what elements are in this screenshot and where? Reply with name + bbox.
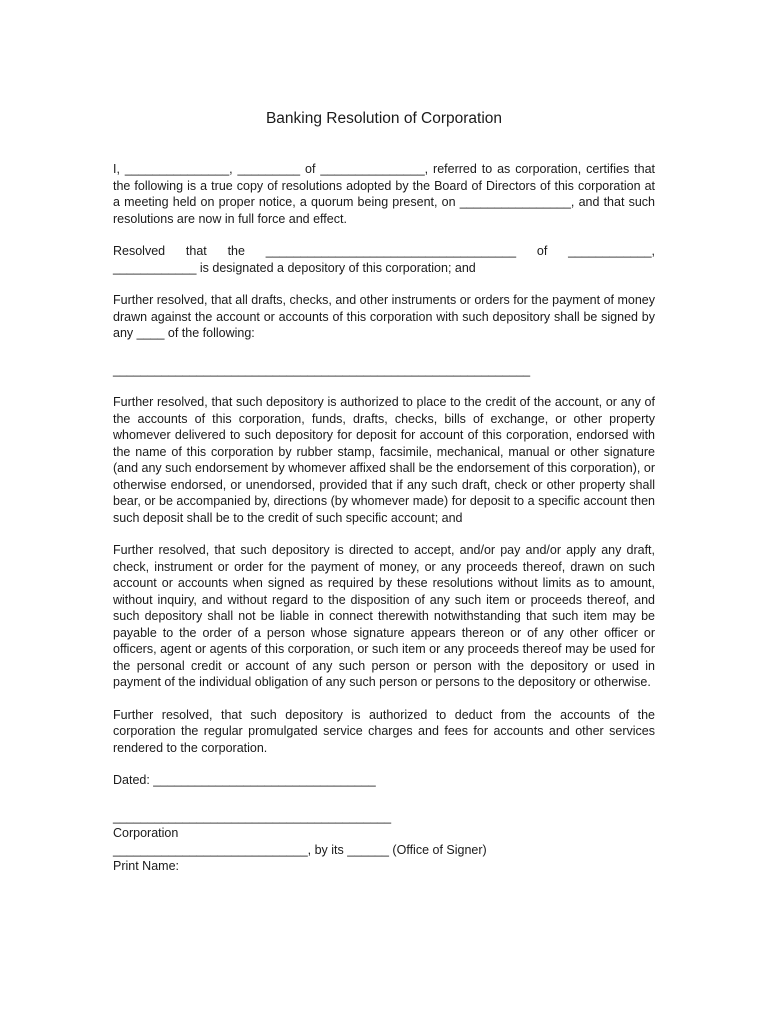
- document-page: [113, 108, 655, 875]
- depository-resolution-paragraph: Resolved that the ____________________________________ of ____________, ____________ is designated a depository of this corporation; and: [113, 244, 655, 275]
- signers-blank-line: ____________________________________________________________: [113, 362, 531, 377]
- certification-paragraph: I, _______________, _________ of _______________, referred to as corporation, certifies that the following is a true copy of resolutions adopted by the Board of Directors of this corporation at a meeting held on proper notice, a quorum being present, on ________________, and that such resolutions are now in full force and effect.: [113, 162, 655, 226]
- signing-authority-paragraph: Further resolved, that all drafts, checks, and other instruments or orders for the payment of money drawn against the account or accounts of this corporation with such depository shall be signed by any ____ of the following:: [113, 293, 655, 340]
- payment-authorization-paragraph: Further resolved, that such depository is directed to accept, and/or pay and/or apply any draft, check, instrument or order for the payment of money, or any proceeds thereof, drawn on such account or accounts when signed as required by these resolutions without limits as to amount, without inquiry, and without regard to the disposition of any such item or proceeds thereof, and such depository shall not be liable in connect therewith notwithstanding that such item may be payable to the order of a person whose signature appears thereon or of any other officer or officers, agent or agents of this corporation, or such item or any proceeds thereof may be used for the personal credit or account of any such person or person with the depository or used in payment of the individual obligation of any such person or persons to the depository or otherwise.: [113, 543, 655, 689]
- document-title: Banking Resolution of Corporation: [265, 110, 503, 127]
- signature-block: [113, 772, 655, 875]
- corporation-label: Corporation: [113, 826, 179, 840]
- print-name-label: Print Name:: [113, 859, 179, 873]
- corporation-signature-line: ________________________________________: [113, 809, 392, 824]
- service-charges-paragraph: Further resolved, that such depository is authorized to deduct from the accounts of the corporation the regular promulgated service charges and fees for accounts and other services rendered to the corporation.: [113, 707, 655, 755]
- signer-line: ____________________________, by its ______ (Office of Signer): [113, 842, 487, 857]
- dated-line: Dated: ________________________________: [113, 773, 376, 787]
- deposit-authorization-paragraph: Further resolved, that such depository is authorized to place to the credit of the account, or any of the accounts of this corporation, funds, drafts, checks, bills of exchange, or other property whomever delivered to such depository for deposit for account of this corporation, endorsed with the name of this corporation by rubber stamp, facsimile, mechanical, manual or other signature (and any such endorsement by whomever affixed shall be the endorsement of this corporation), or otherwise endorsed, or unendorsed, provided that if any such draft, check or other property shall bear, or be accompanied by, directions (by whomever made) for deposit to a specific account then such deposit shall be to the credit of such specific account; and: [113, 395, 655, 525]
